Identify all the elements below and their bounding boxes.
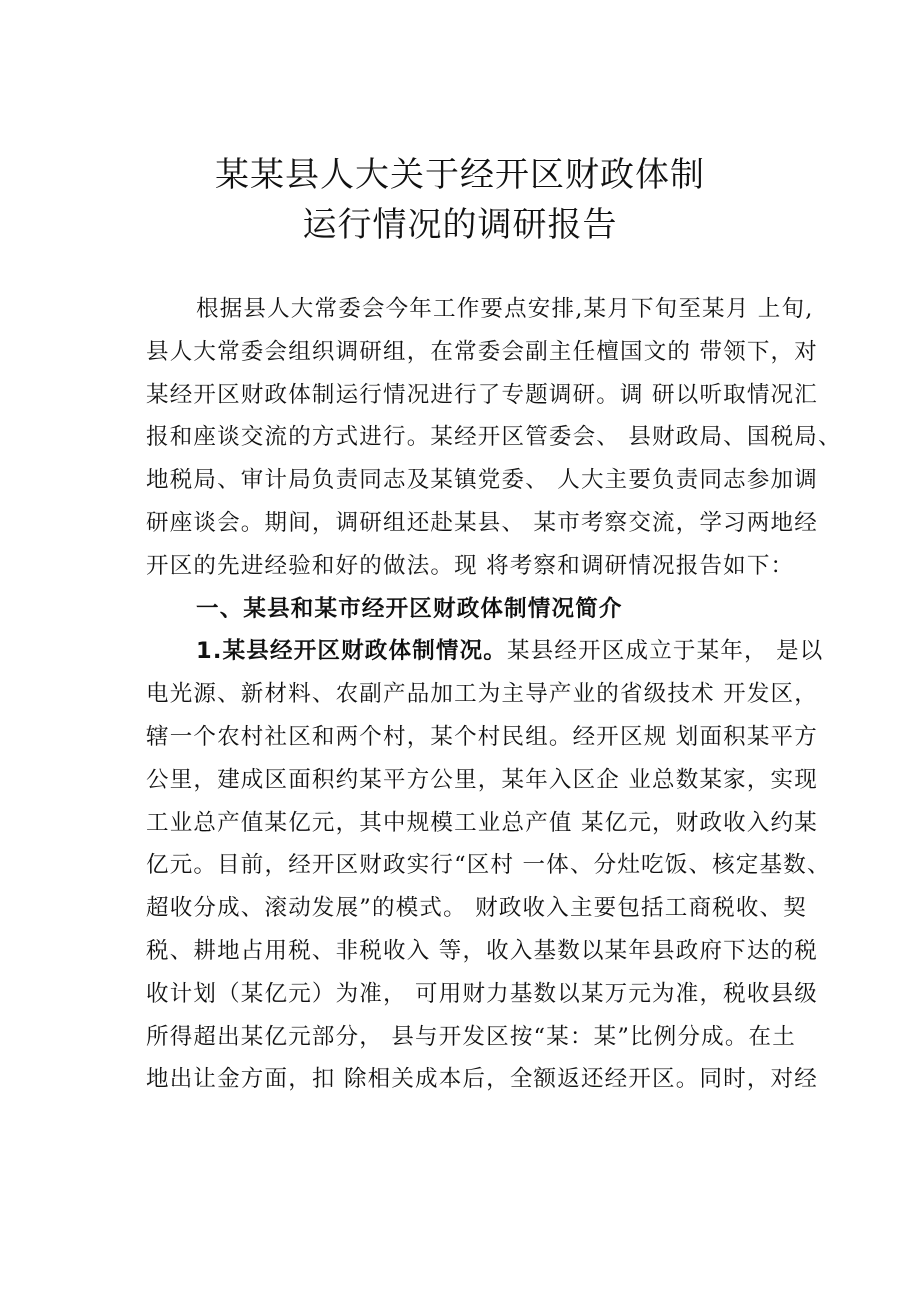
para1-line: 地出让金方面，扣 除相关成本后，全额返还经开区。同时，对经	[146, 1066, 818, 1093]
title-line-2: 运行情况的调研报告	[302, 205, 618, 245]
para1-line: 电光源、新材料、农副产品加工为主导产业的省级技术 开发区，	[146, 681, 818, 708]
intro-line: 开区的先进经验和好的做法。现 将考察和调研情况报告如下：	[146, 552, 795, 579]
intro-line: 报和座谈交流的方式进行。某经开区管委会、 县财政局、国税局、	[146, 424, 842, 451]
intro-line: 某经开区财政体制运行情况进行了专题调研。调 研以听取情况汇	[146, 381, 818, 408]
para1-first-line	[146, 630, 824, 673]
para1-line: 所得超出某亿元部分， 县与开发区按“某：某”比例分成。在土	[146, 1023, 796, 1050]
intro-line: 地税局、审计局负责同志及某镇党委、 人大主要负责同志参加调	[146, 467, 818, 494]
section-heading: 一、某县和某市经开区财政体制情况简介	[196, 595, 623, 622]
para1-line: 工业总产值某亿元，其中规模工业总产值 某亿元，财政收入约某	[146, 809, 818, 836]
document-title	[0, 150, 920, 250]
para1-first-rest: 某县经开区成立于某年， 是以	[507, 638, 824, 665]
para1-line: 税、耕地占用税、非税收入 等，收入基数以某年县政府下达的税	[146, 937, 818, 964]
para1-line: 辖一个农村社区和两个村，某个村民组。经开区规 划面积某平方	[146, 723, 818, 750]
intro-line: 根据县人大常委会今年工作要点安排,某月下旬至某月 上旬,	[196, 296, 814, 322]
para1-line: 亿元。目前，经开区财政实行“区村 一体、分灶吃饭、核定基数、	[146, 852, 831, 879]
para1-line: 超收分成、滚动发展”的模式。 财政收入主要包括工商税收、契	[146, 895, 807, 922]
para1-line: 收计划（某亿元）为准， 可用财力基数以某万元为准，税收县级	[146, 980, 818, 1007]
title-line-1: 某某县人大关于经开区财政体制	[215, 155, 705, 195]
para1-line: 公里，建成区面积约某平方公里，某年入区企 业总数某家，实现	[146, 766, 818, 793]
document-body	[146, 288, 842, 1101]
para1-lead: 1.某县经开区财政体制情况。	[196, 638, 508, 665]
intro-line: 研座谈会。期间，调研组还赴某县、 某市考察交流，学习两地经	[146, 509, 818, 536]
intro-line: 县人大常委会组织调研组，在常委会副主任檀国文的 带领下，对	[146, 338, 818, 365]
